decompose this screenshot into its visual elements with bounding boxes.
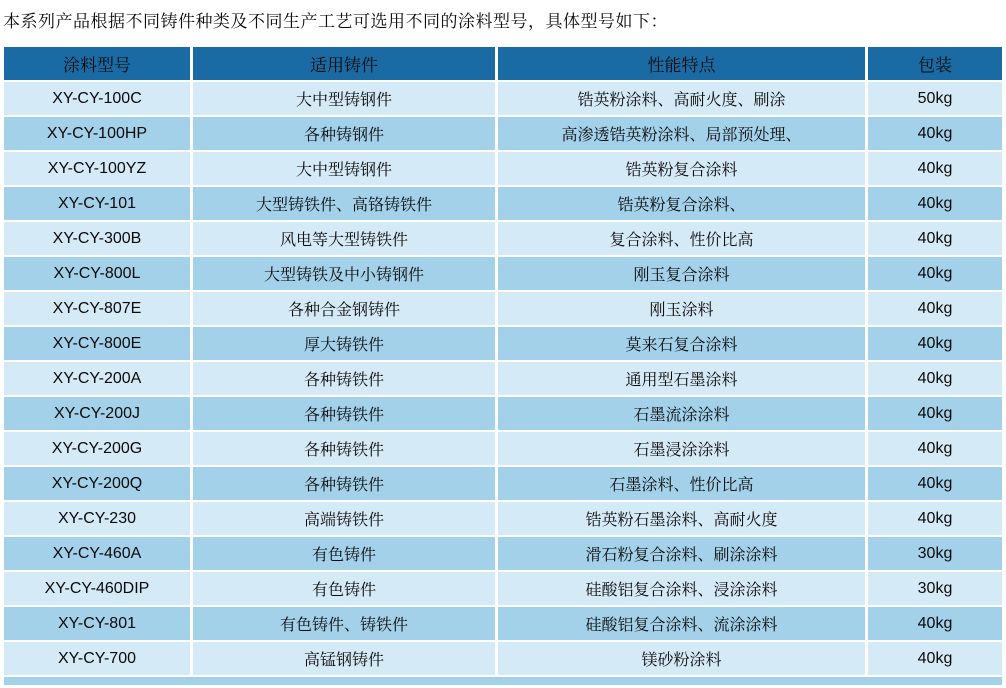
cell-castings: 各种铸铁件 (193, 467, 498, 502)
cell-castings: 各种铸钢件 (193, 117, 498, 152)
cell-features: 石墨流涂涂料 (498, 397, 868, 432)
cell-model: XY-CY-801 (4, 607, 193, 642)
cell-model: XY-CY-200Q (4, 467, 193, 502)
cell-features: 硅酸铝复合涂料、流涂涂料 (498, 607, 868, 642)
cell-package: 40kg (868, 642, 1002, 677)
coating-spec-table (4, 47, 1002, 677)
header-castings: 适用铸件 (193, 47, 498, 82)
cell-features: 通用型石墨涂料 (498, 362, 868, 397)
cell-features: 高渗透锆英粉涂料、局部预处理、 (498, 117, 868, 152)
cell-castings: 各种铸铁件 (193, 432, 498, 467)
cell-features: 锆英粉石墨涂料、高耐火度 (498, 502, 868, 537)
cell-features: 滑石粉复合涂料、刷涂涂料 (498, 537, 868, 572)
header-features: 性能特点 (498, 47, 868, 82)
cell-package: 40kg (868, 432, 1002, 467)
cell-package: 40kg (868, 257, 1002, 292)
cell-package: 40kg (868, 222, 1002, 257)
cell-features: 镁砂粉涂料 (498, 642, 868, 677)
cell-castings: 有色铸件、铸铁件 (193, 607, 498, 642)
table-row (4, 502, 1002, 537)
cell-castings: 高锰钢铸件 (193, 642, 498, 677)
cell-castings: 有色铸件 (193, 537, 498, 572)
cell-castings: 有色铸件 (193, 572, 498, 607)
cell-features: 锆英粉复合涂料、 (498, 187, 868, 222)
cell-castings: 大型铸铁及中小铸钢件 (193, 257, 498, 292)
table-row (4, 397, 1002, 432)
cell-package: 50kg (868, 82, 1002, 117)
cell-features: 锆英粉涂料、高耐火度、刷涂 (498, 82, 868, 117)
cell-model: XY-CY-200J (4, 397, 193, 432)
cell-package: 30kg (868, 572, 1002, 607)
cell-package: 40kg (868, 467, 1002, 502)
cell-castings: 大中型铸钢件 (193, 152, 498, 187)
intro-text: 本系列产品根据不同铸件种类及不同生产工艺可选用不同的涂料型号，具体型号如下： (3, 12, 668, 31)
cell-castings: 大中型铸钢件 (193, 82, 498, 117)
table-row (4, 642, 1002, 677)
table-row (4, 82, 1002, 117)
cell-model: XY-CY-230 (4, 502, 193, 537)
table-row (4, 467, 1002, 502)
table-row (4, 537, 1002, 572)
clipped-next-row (4, 677, 1002, 685)
cell-package: 40kg (868, 187, 1002, 222)
table-row (4, 292, 1002, 327)
cell-features: 刚玉涂料 (498, 292, 868, 327)
cell-package: 40kg (868, 607, 1002, 642)
cell-model: XY-CY-100HP (4, 117, 193, 152)
cell-model: XY-CY-100YZ (4, 152, 193, 187)
cell-features: 石墨浸涂涂料 (498, 432, 868, 467)
cell-model: XY-CY-800E (4, 327, 193, 362)
cell-features: 刚玉复合涂料 (498, 257, 868, 292)
cell-package: 40kg (868, 397, 1002, 432)
cell-package: 30kg (868, 537, 1002, 572)
cell-castings: 各种铸铁件 (193, 397, 498, 432)
table-row (4, 327, 1002, 362)
cell-package: 40kg (868, 327, 1002, 362)
cell-model: XY-CY-460A (4, 537, 193, 572)
cell-model: XY-CY-700 (4, 642, 193, 677)
table-row (4, 257, 1002, 292)
table-body (4, 82, 1002, 677)
header-model: 涂料型号 (4, 47, 193, 82)
table-row (4, 607, 1002, 642)
cell-castings: 风电等大型铸铁件 (193, 222, 498, 257)
header-row (4, 47, 1002, 82)
cell-features: 莫来石复合涂料 (498, 327, 868, 362)
cell-features: 锆英粉复合涂料 (498, 152, 868, 187)
cell-castings: 各种合金钢铸件 (193, 292, 498, 327)
cell-model: XY-CY-101 (4, 187, 193, 222)
table-row (4, 152, 1002, 187)
cell-model: XY-CY-200G (4, 432, 193, 467)
table-row (4, 117, 1002, 152)
cell-model: XY-CY-800L (4, 257, 193, 292)
cell-model: XY-CY-100C (4, 82, 193, 117)
cell-package: 40kg (868, 362, 1002, 397)
cell-package: 40kg (868, 152, 1002, 187)
table-row (4, 362, 1002, 397)
table-row (4, 187, 1002, 222)
cell-castings: 各种铸铁件 (193, 362, 498, 397)
header-package: 包装 (868, 47, 1002, 82)
cell-package: 40kg (868, 502, 1002, 537)
cell-model: XY-CY-460DIP (4, 572, 193, 607)
cell-model: XY-CY-200A (4, 362, 193, 397)
cell-features: 石墨涂料、性价比高 (498, 467, 868, 502)
cell-features: 复合涂料、性价比高 (498, 222, 868, 257)
table-header (4, 47, 1002, 82)
cell-model: XY-CY-300B (4, 222, 193, 257)
cell-castings: 大型铸铁件、高铬铸铁件 (193, 187, 498, 222)
cell-model: XY-CY-807E (4, 292, 193, 327)
cell-castings: 厚大铸铁件 (193, 327, 498, 362)
cell-features: 硅酸铝复合涂料、浸涂涂料 (498, 572, 868, 607)
cell-package: 40kg (868, 117, 1002, 152)
table-row (4, 572, 1002, 607)
cell-castings: 高端铸铁件 (193, 502, 498, 537)
table-row (4, 432, 1002, 467)
cell-package: 40kg (868, 292, 1002, 327)
table-row (4, 222, 1002, 257)
